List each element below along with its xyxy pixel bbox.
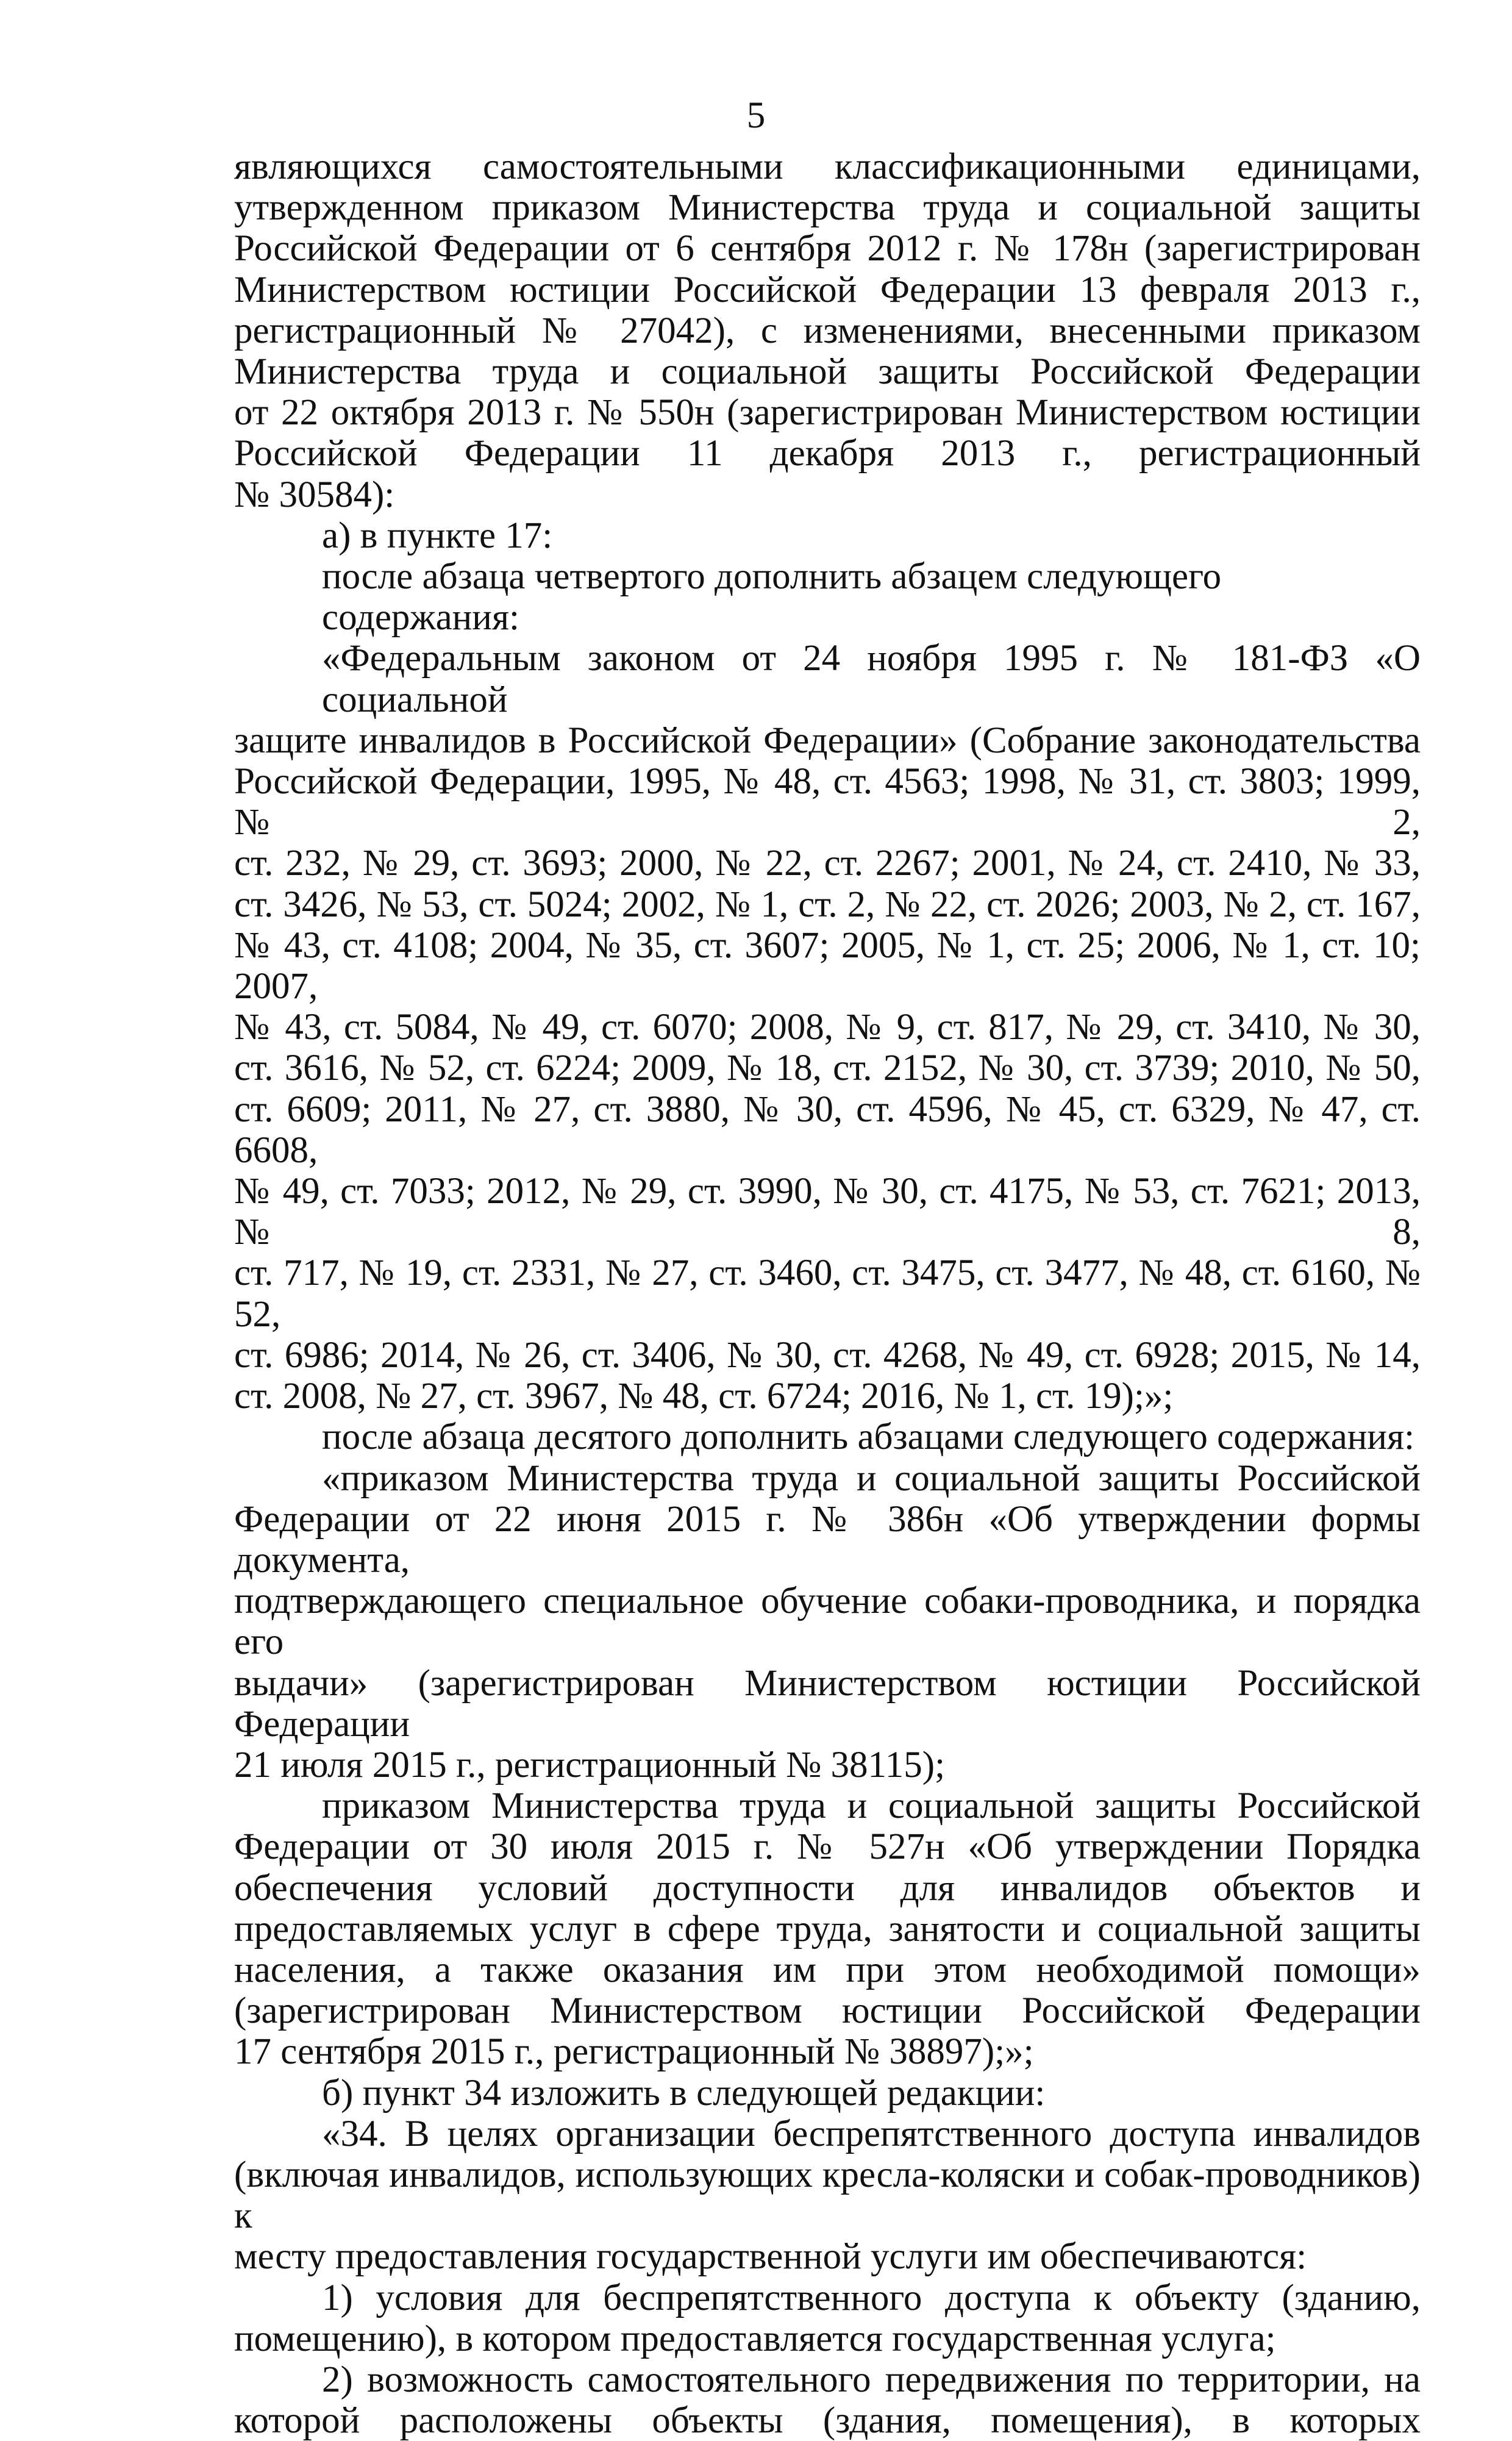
text-line: ст. 6609; 2011, № 27, ст. 3880, № 30, ст. 4596, № 45, ст. 6329, № 47, ст. 6608, (234, 1088, 1421, 1171)
text-line: ст. 2008, № 27, ст. 3967, № 48, ст. 6724; 2016, № 1, ст. 19);»; (234, 1376, 1174, 1417)
text-line: ст. 232, № 29, ст. 3693; 2000, № 22, ст. 2267; 2001, № 24, ст. 2410, № 33, (234, 843, 1421, 884)
text-line: «34. В целях организации беспрепятственного доступа инвалидов (322, 2113, 1421, 2154)
text-line: Российской Федерации 11 декабря 2013 г., регистрационный (234, 433, 1421, 474)
text-line: обеспечения условий доступности для инвалидов объектов и (234, 1867, 1421, 1909)
text-line: (зарегистрирован Министерством юстиции Российской Федерации (234, 1990, 1421, 2032)
page-number: 5 (746, 95, 766, 136)
text-line: Федерации от 22 июня 2015 г. № 386н «Об утверждении формы документа, (234, 1498, 1421, 1581)
text-line: Российской Федерации, 1995, № 48, ст. 4563; 1998, № 31, ст. 3803; 1999, № 2, (234, 761, 1421, 843)
text-line: «Федеральным законом от 24 ноября 1995 г. № 181-ФЗ «О социальной (322, 638, 1421, 720)
text-line: населения, а также оказания им при этом необходимой помощи» (234, 1949, 1421, 1990)
text-line: от 22 октября 2013 г. № 550н (зарегистрирован Министерством юстиции (234, 392, 1421, 434)
text-line: приказом Министерства труда и социальной защиты Российской (322, 1785, 1421, 1827)
text-line: ст. 6986; 2014, № 26, ст. 3406, № 30, ст. 4268, № 49, ст. 6928; 2015, № 14, (234, 1334, 1421, 1376)
text-line: Министерством юстиции Российской Федерации 13 февраля 2013 г., (234, 269, 1421, 310)
text-line: Российской Федерации от 6 сентября 2012 г. № 178н (зарегистрирован (234, 228, 1421, 270)
text-line: ст. 717, № 19, ст. 2331, № 27, ст. 3460, ст. 3475, ст. 3477, № 48, ст. 6160, № 52, (234, 1253, 1421, 1335)
text-line: б) пункт 34 изложить в следующей редакции: (322, 2072, 1046, 2114)
text-line: ст. 3616, № 52, ст. 6224; 2009, № 18, ст. 2152, № 30, ст. 3739; 2010, № 50, (234, 1048, 1421, 1089)
text-line: 21 июля 2015 г., регистрационный № 38115); (234, 1744, 946, 1785)
text-line: выдачи» (зарегистрирован Министерством юстиции Российской Федерации (234, 1662, 1421, 1745)
text-line: помещению), в котором предоставляется государственная услуга; (234, 2318, 1276, 2359)
document-body (234, 146, 1421, 2441)
text-line: которой расположены объекты (здания, помещения), в которых (234, 2400, 1421, 2441)
text-line: № 49, ст. 7033; 2012, № 29, ст. 3990, № 30, ст. 4175, № 53, ст. 7621; 2013, № 8, (234, 1171, 1421, 1253)
text-line: после абзаца десятого дополнить абзацами следующего содержания: (322, 1417, 1415, 1458)
text-line: «приказом Министерства труда и социальной защиты Российской (322, 1457, 1421, 1499)
text-line: защите инвалидов в Российской Федерации» (Собрание законодательства (234, 720, 1421, 761)
text-line: № 43, ст. 4108; 2004, № 35, ст. 3607; 2005, № 1, ст. 25; 2006, № 1, ст. 10; 2007, (234, 924, 1421, 1007)
text-line: 17 сентября 2015 г., регистрационный № 38897);»; (234, 2031, 1034, 2073)
text-line: утвержденном приказом Министерства труда и социальной защиты (234, 187, 1421, 229)
text-line: после абзаца четвертого дополнить абзацем следующего содержания: (322, 556, 1222, 638)
text-line: являющихся самостоятельными классификационными единицами, (234, 146, 1421, 187)
text-line: № 43, ст. 5084, № 49, ст. 6070; 2008, № 9, ст. 817, № 29, ст. 3410, № 30, (234, 1007, 1421, 1048)
text-line: № 30584): (234, 474, 395, 515)
text-line: 2) возможность самостоятельного передвижения по территории, на (322, 2359, 1421, 2400)
text-line: (включая инвалидов, использующих кресла-коляски и собак-проводников) к (234, 2154, 1421, 2237)
text-line: месту предоставления государственной услуги им обеспечиваются: (234, 2236, 1307, 2278)
text-line: 1) условия для беспрепятственного доступа к объекту (зданию, (322, 2277, 1421, 2318)
text-line: ст. 3426, № 53, ст. 5024; 2002, № 1, ст. 2, № 22, ст. 2026; 2003, № 2, ст. 167, (234, 884, 1421, 925)
text-line: подтверждающего специальное обучение собаки-проводника, и порядка его (234, 1581, 1421, 1663)
text-line: Министерства труда и социальной защиты Российской Федерации (234, 351, 1421, 393)
text-line: предоставляемых услуг в сфере труда, занятости и социальной защиты (234, 1908, 1421, 1950)
text-line: Федерации от 30 июля 2015 г. № 527н «Об утверждении Порядка (234, 1826, 1421, 1868)
text-line: а) в пункте 17: (322, 515, 553, 556)
text-line: регистрационный № 27042), с изменениями, внесенными приказом (234, 310, 1421, 351)
